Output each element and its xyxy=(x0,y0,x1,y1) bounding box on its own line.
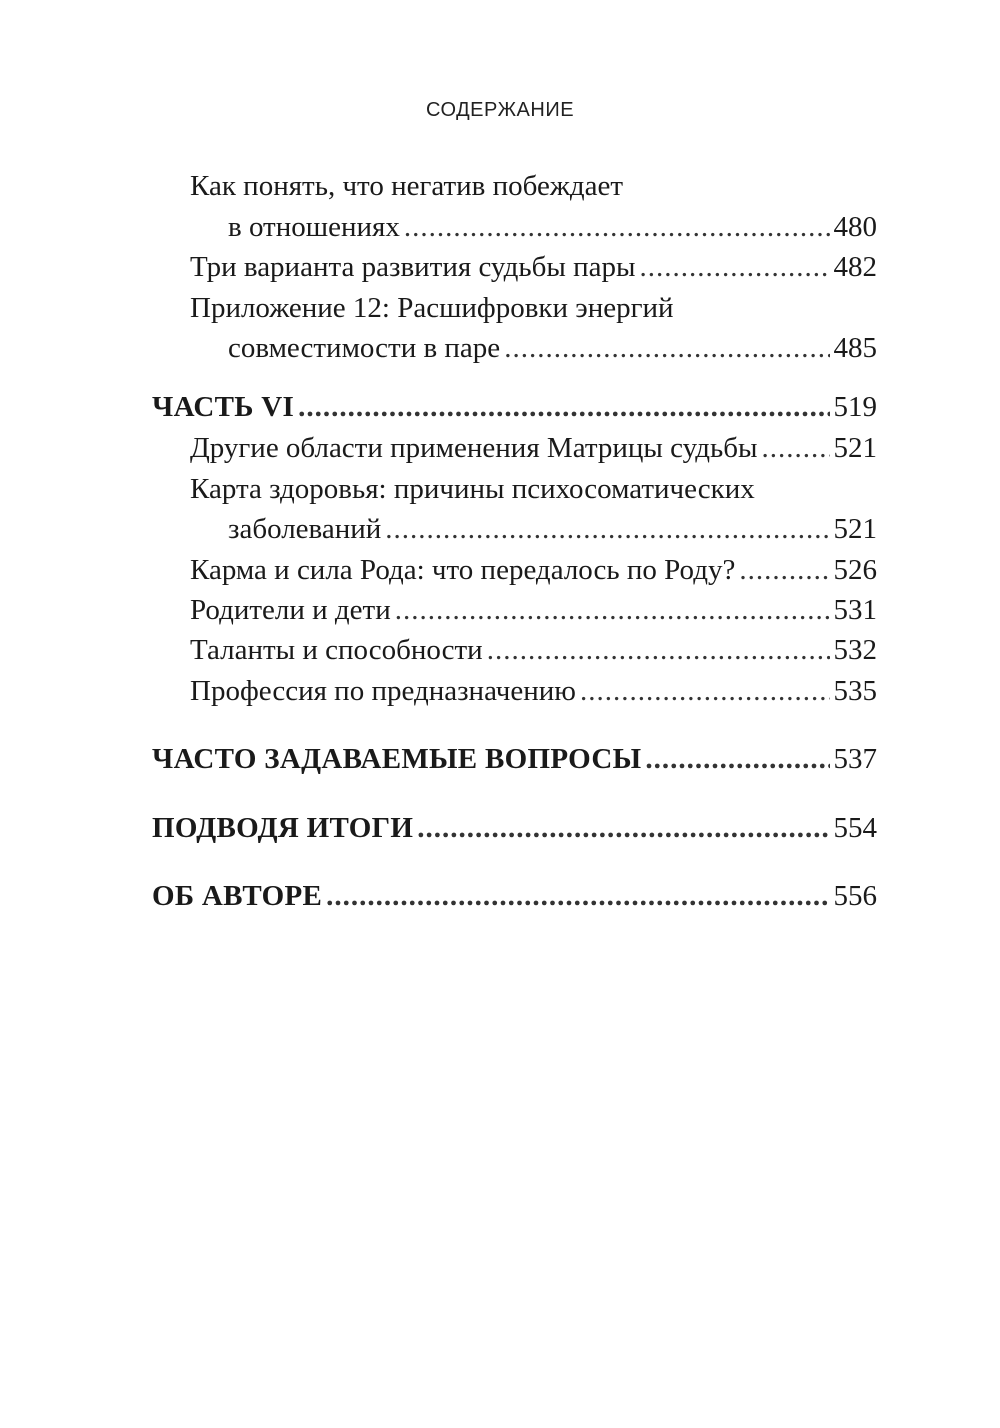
toc-entry xyxy=(152,330,877,366)
dot-leader xyxy=(395,592,830,628)
toc-page-number: 526 xyxy=(833,554,877,586)
toc-page-number: 556 xyxy=(833,880,877,912)
toc-entry-title: ЧАСТО ЗАДАВАЕМЫЕ ВОПРОСЫ xyxy=(152,743,642,775)
toc-entry-title: Как понять, что негатив побеждает xyxy=(190,170,624,202)
dot-leader xyxy=(645,741,829,777)
dot-leader xyxy=(639,249,829,285)
toc-entry xyxy=(152,673,877,709)
toc-entry-title: Родители и дети xyxy=(190,594,391,626)
dot-leader xyxy=(739,552,829,588)
dot-leader xyxy=(504,330,829,366)
toc-page-number: 532 xyxy=(833,634,877,666)
toc-entry xyxy=(152,471,877,507)
toc-page-number: 554 xyxy=(833,812,877,844)
toc-entry-title: совместимости в паре xyxy=(228,332,501,364)
toc-entry-title: Другие области применения Матрицы судьбы xyxy=(190,432,758,464)
dot-leader xyxy=(298,389,829,425)
toc-entry-title: ЧАСТЬ VI xyxy=(152,391,295,423)
running-head: СОДЕРЖАНИЕ xyxy=(425,99,575,121)
dot-leader xyxy=(762,430,830,466)
dot-leader xyxy=(404,209,830,245)
toc-entry-title: заболеваний xyxy=(228,513,382,545)
toc-entry-title: Приложение 12: Расшифровки энергий xyxy=(190,292,674,324)
toc-part-heading xyxy=(152,389,877,425)
toc-entry-title: Профессия по предназначению xyxy=(190,675,576,707)
toc-page-number: 480 xyxy=(833,211,877,243)
toc-part-heading xyxy=(152,878,877,914)
toc-page-number: 482 xyxy=(833,251,877,283)
dot-leader xyxy=(487,632,830,668)
dot-leader xyxy=(326,878,829,914)
toc-entry xyxy=(152,430,877,466)
toc-entry-title: Карма и сила Рода: что передалось по Роду? xyxy=(190,554,736,586)
toc-entry xyxy=(152,592,877,628)
toc-entry-title: в отношениях xyxy=(228,211,400,243)
toc-page-number: 531 xyxy=(833,594,877,626)
toc-page-number: 521 xyxy=(833,432,877,464)
dot-leader xyxy=(385,511,829,547)
toc-page-number: 485 xyxy=(833,332,877,364)
toc-entry-title: ОБ АВТОРЕ xyxy=(152,880,323,912)
toc-entry xyxy=(152,290,877,326)
toc-page-number: 537 xyxy=(833,743,877,775)
toc-entry-title: Три варианта развития судьбы пары xyxy=(190,251,636,283)
toc-entry xyxy=(152,168,877,204)
toc-entry xyxy=(152,249,877,285)
toc-entry xyxy=(152,552,877,588)
toc-entry-title: Таланты и способности xyxy=(190,634,483,666)
toc-entry xyxy=(152,209,877,245)
toc-part-heading xyxy=(152,741,877,777)
toc-entry-title: Карта здоровья: причины психосоматических xyxy=(190,473,755,505)
toc-part-heading xyxy=(152,810,877,846)
toc-entry xyxy=(152,632,877,668)
dot-leader xyxy=(417,810,829,846)
dot-leader xyxy=(580,673,830,709)
toc-entry-title: ПОДВОДЯ ИТОГИ xyxy=(152,812,414,844)
toc-page-number: 521 xyxy=(833,513,877,545)
toc-entry xyxy=(152,511,877,547)
toc-page-number: 519 xyxy=(833,391,877,423)
toc-page-number: 535 xyxy=(833,675,877,707)
